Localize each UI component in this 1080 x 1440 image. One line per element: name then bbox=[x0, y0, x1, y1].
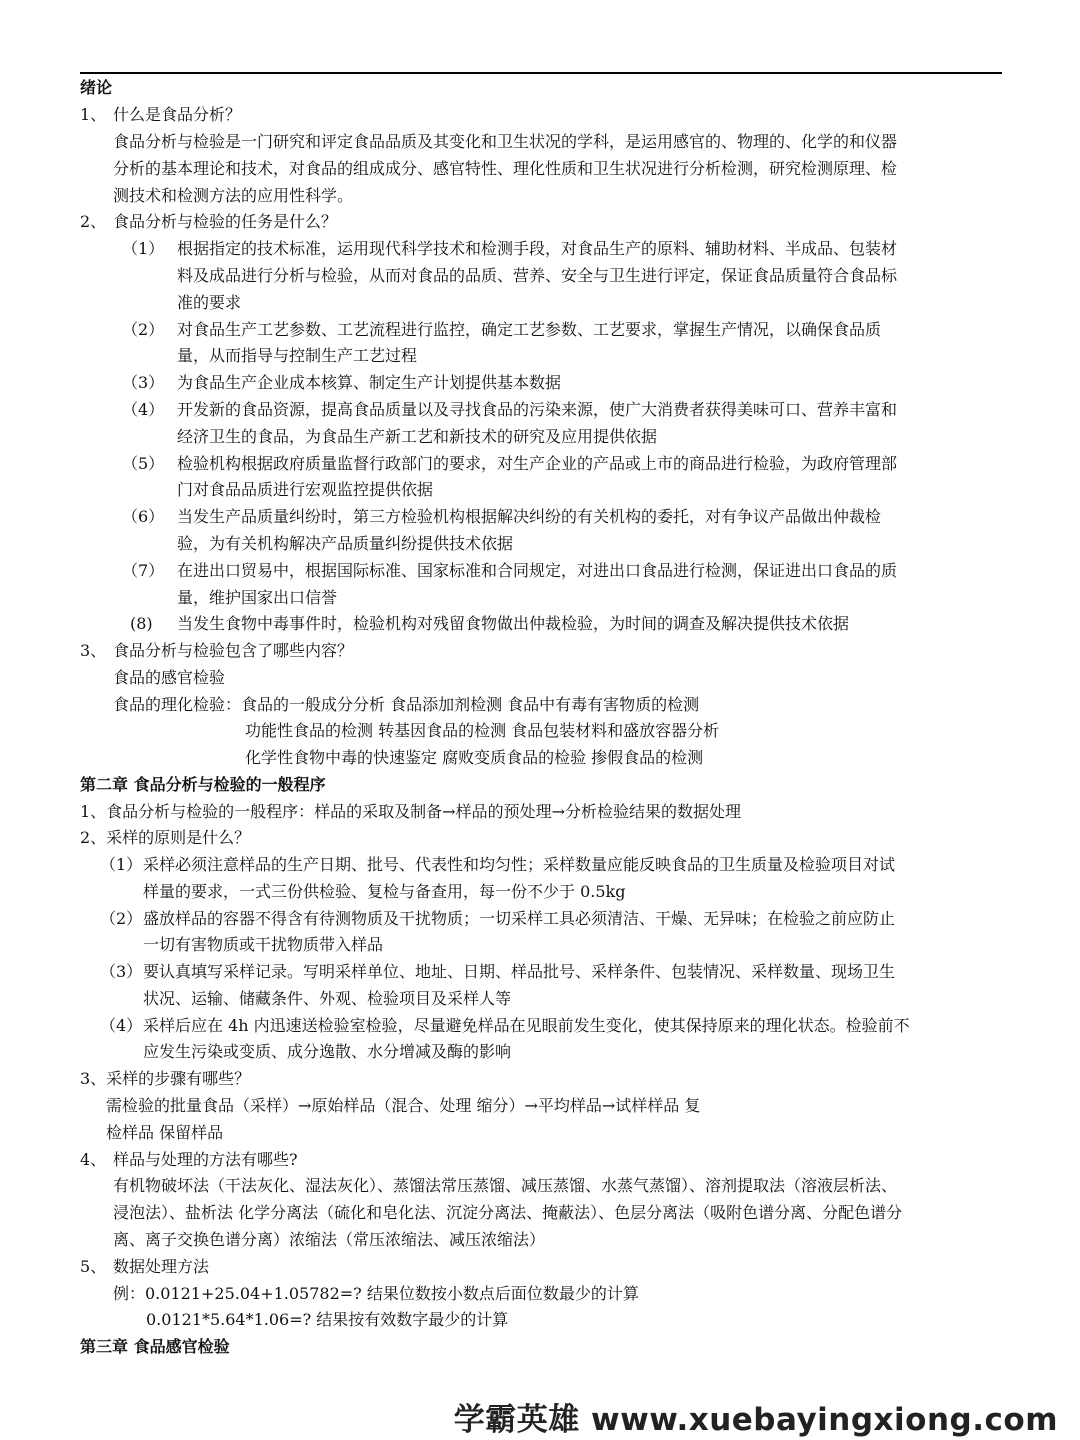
item-text: 根据指定的技术标准，运用现代科学技术和检测手段，对食品生产的原料、辅助材料、半成品、包装材 bbox=[177, 239, 898, 258]
content-line: 离、离子交换色谱分离）浓缩法（常压浓缩法、减压浓缩法） bbox=[113, 1230, 546, 1249]
content-line: 化学性食物中毒的快速鉴定 腐败变质食品的检验 掺假食品的检测 bbox=[245, 748, 704, 767]
content-line: 食品的感官检验 bbox=[113, 668, 226, 687]
header-rule bbox=[80, 72, 1002, 74]
item-text: 盛放样品的容器不得含有待测物质及干扰物质；一切采样工具必须清洁、干燥、无异味；在检验之前应防止 bbox=[143, 909, 896, 928]
item-text: 为食品生产企业成本核算、制定生产计划提供基本数据 bbox=[177, 373, 562, 392]
ch2-question-2: 2、采样的原则是什么？ bbox=[80, 828, 251, 847]
question-label: 4、 bbox=[80, 1150, 107, 1169]
item-text: 验，为有关机构解决产品质量纠纷提供技术依据 bbox=[177, 534, 514, 553]
item-number: （5） bbox=[122, 454, 165, 473]
item-number: （6） bbox=[122, 507, 165, 526]
answer-line: 分析的基本理论和技术，对食品的组成成分、感官特性、理化性质和卫生状况进行分析检测，研究检测原理、检 bbox=[113, 159, 898, 178]
item-number: （1） bbox=[100, 855, 143, 874]
item-number: (8) bbox=[130, 614, 153, 633]
content-line: 食品的理化检验：食品的一般成分分析 食品添加剂检测 食品中有毒有害物质的检测 bbox=[113, 695, 700, 714]
question-3: 食品分析与检验包含了哪些内容？ bbox=[113, 641, 354, 660]
item-text: 一切有害物质或干扰物质带入样品 bbox=[143, 935, 384, 954]
item-text: 样量的要求，一式三份供检验、复检与备查用，每一份不少于 0.5kg bbox=[143, 882, 626, 901]
item-text: 料及成品进行分析与检验，从而对食品的品质、营养、安全与卫生进行评定，保证食品质量符合食品标 bbox=[177, 266, 898, 285]
item-text: 采样必须注意样品的生产日期、批号、代表性和均匀性；采样数量应能反映食品的卫生质量及检验项目对试 bbox=[143, 855, 896, 874]
question-2: 食品分析与检验的任务是什么？ bbox=[113, 212, 338, 231]
content-line: 功能性食品的检测 转基因食品的检测 食品包装材料和盛放容器分析 bbox=[245, 721, 720, 740]
question-label: 1、 bbox=[80, 105, 107, 124]
item-text: 对食品生产工艺参数、工艺流程进行监控，确定工艺参数、工艺要求，掌握生产情况，以确保食品质 bbox=[177, 320, 882, 339]
ch2-question-5: 数据处理方法 bbox=[113, 1257, 210, 1276]
ch2-question-3: 3、采样的步骤有哪些？ bbox=[80, 1069, 251, 1088]
ch2-question-1: 1、食品分析与检验的一般程序：样品的采取及制备→样品的预处理→分析检验结果的数据处理 bbox=[80, 802, 741, 821]
item-text: 在进出口贸易中，根据国际标准、国家标准和合同规定，对进出口食品进行检测，保证进出口食品的质 bbox=[177, 561, 898, 580]
item-number: （7） bbox=[122, 561, 165, 580]
content-line: 浸泡法）、盐析法 化学分离法（硫化和皂化法、沉淀分离法、掩蔽法）、色层分离法（吸附色谱分离、分配色谱分 bbox=[113, 1203, 903, 1222]
content-line: 有机物破坏法（干法灰化、湿法灰化）、蒸馏法常压蒸馏、减压蒸馏、水蒸气蒸馏）、溶剂提取法（溶液层析法、 bbox=[113, 1176, 898, 1195]
chapter-3-title: 第三章 食品感官检验 bbox=[80, 1337, 230, 1356]
item-text: 门对食品品质进行宏观监控提供依据 bbox=[177, 480, 434, 499]
watermark: 学霸英雄 www.xuebayingxiong.com bbox=[453, 1402, 1058, 1438]
item-number: （4） bbox=[122, 400, 165, 419]
content-line: 检样品 保留样品 bbox=[106, 1123, 224, 1142]
item-text: 量，维护国家出口信誉 bbox=[177, 588, 338, 607]
item-text: 要认真填写采样记录。写明采样单位、地址、日期、样品批号、采样条件、包装情况、采样数量、现场卫生 bbox=[143, 962, 896, 981]
item-text: 当发生产品质量纠纷时，第三方检验机构根据解决纠纷的有关机构的委托，对有争议产品做出仲裁检 bbox=[177, 507, 882, 526]
chapter-2-title: 第二章 食品分析与检验的一般程序 bbox=[80, 775, 326, 794]
example-line: 例：0.0121+25.04+1.05782=? 结果位数按小数点后面位数最少的计算 bbox=[113, 1284, 639, 1303]
item-text: 准的要求 bbox=[177, 293, 242, 312]
question-label: 2、 bbox=[80, 212, 107, 231]
question-1: 什么是食品分析？ bbox=[113, 105, 242, 124]
item-number: （2） bbox=[122, 320, 165, 339]
item-text: 应发生污染或变质、成分逸散、水分增减及酶的影响 bbox=[143, 1042, 512, 1061]
answer-line: 测技术和检测方法的应用性科学。 bbox=[113, 186, 354, 205]
section-title-intro: 绪论 bbox=[80, 78, 113, 97]
item-number: （3） bbox=[100, 962, 143, 981]
item-number: （1） bbox=[122, 239, 165, 258]
item-text: 开发新的食品资源，提高食品质量以及寻找食品的污染来源，使广大消费者获得美味可口、营养丰富和 bbox=[177, 400, 898, 419]
question-label: 5、 bbox=[80, 1257, 107, 1276]
item-text: 状况、运输、储藏条件、外观、检验项目及采样人等 bbox=[143, 989, 512, 1008]
item-text: 检验机构根据政府质量监督行政部门的要求，对生产企业的产品或上市的商品进行检验，为政府管理部 bbox=[177, 454, 898, 473]
item-number: （4） bbox=[100, 1016, 143, 1035]
example-line: 0.0121*5.64*1.06=? 结果按有效数字最少的计算 bbox=[146, 1310, 509, 1329]
item-text: 经济卫生的食品，为食品生产新工艺和新技术的研究及应用提供依据 bbox=[177, 427, 658, 446]
item-number: （3） bbox=[122, 373, 165, 392]
item-text: 当发生食物中毒事件时，检验机构对残留食物做出仲裁检验，为时间的调查及解决提供技术依据 bbox=[177, 614, 850, 633]
item-text: 采样后应在 4h 内迅速送检验室检验，尽量避免样品在见眼前发生变化，使其保持原来的理化状态。检验前不 bbox=[143, 1016, 910, 1035]
answer-line: 食品分析与检验是一门研究和评定食品品质及其变化和卫生状况的学科，是运用感官的、物理的、化学的和仪器 bbox=[113, 132, 898, 151]
item-text: 量，从而指导与控制生产工艺过程 bbox=[177, 346, 418, 365]
question-label: 3、 bbox=[80, 641, 107, 660]
ch2-question-4: 样品与处理的方法有哪些? bbox=[113, 1150, 298, 1169]
content-line: 需检验的批量食品（采样）→原始样品（混合、处理 缩分）→平均样品→试样样品 复 bbox=[106, 1096, 701, 1115]
item-number: （2） bbox=[100, 909, 143, 928]
